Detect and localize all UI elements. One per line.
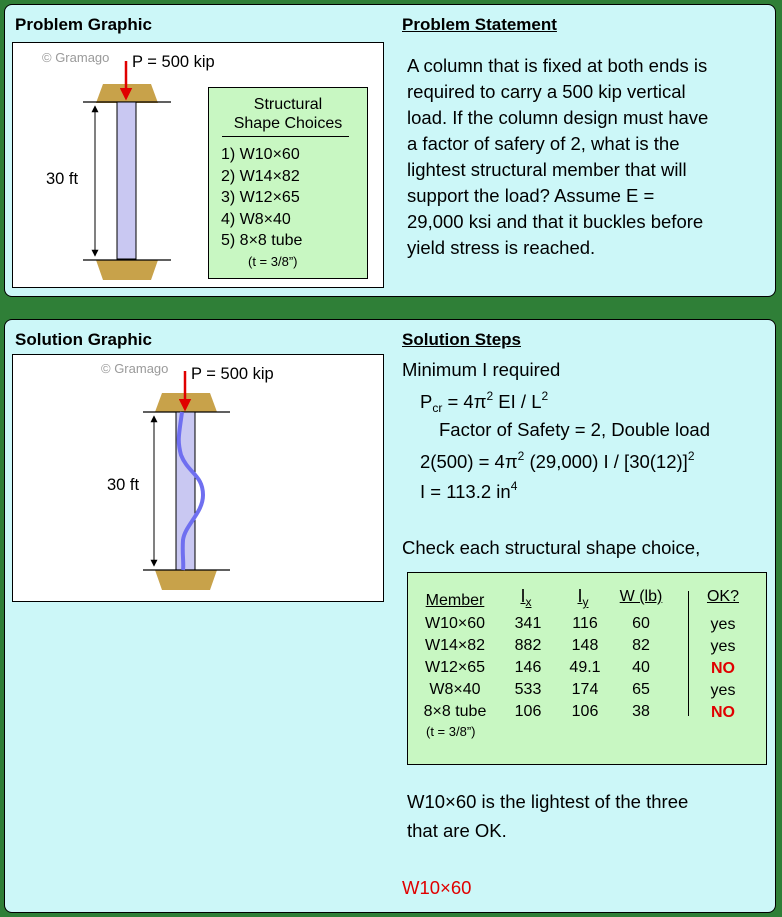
shape-choices-box (208, 87, 368, 279)
table-cell-w: 40 (632, 659, 650, 676)
choice-1: 1) W10×60 (221, 146, 300, 163)
choice-5: 5) 8×8 tube (221, 232, 303, 249)
length-label: 30 ft (107, 476, 140, 494)
pcr-tail: EI / L (493, 391, 542, 412)
table-cell-ix: 882 (514, 637, 542, 654)
table-cell-member: W10×60 (424, 615, 486, 632)
eq-exponent: 2 (517, 449, 525, 463)
table-cell-w: 65 (632, 681, 650, 698)
solution-graphic-heading: Solution Graphic (15, 330, 152, 349)
ix-subscript: x (525, 595, 532, 610)
table-divider (688, 591, 689, 716)
step-pcr (420, 389, 548, 415)
pcr-subscript: cr (432, 401, 443, 415)
table-cell-member: W12×65 (424, 659, 486, 676)
choices-title-underline (222, 136, 349, 137)
solution-column-drawing (13, 355, 385, 603)
statement-line: load. If the column design must have (407, 107, 709, 128)
load-label: P = 500 kip (132, 53, 215, 71)
pcr-exponent: 2 (486, 389, 494, 403)
pcr-symbol: P (420, 391, 433, 412)
i-result-exponent: 4 (510, 479, 518, 493)
bottom-support (155, 570, 217, 590)
table-cell-iy: 106 (571, 703, 599, 720)
table-cell-w: 38 (632, 703, 650, 720)
table-cell-iy: 116 (572, 615, 598, 632)
col-header-iy (568, 586, 598, 609)
eq-part-a: 2(500) = 4π (420, 451, 518, 472)
solution-steps-heading: Solution Steps (402, 330, 521, 349)
step-min-i: Minimum I required (402, 359, 561, 380)
load-label: P = 500 kip (191, 365, 274, 383)
choices-note: (t = 3/8”) (248, 254, 298, 269)
statement-line: 29,000 ksi and that it buckles before (407, 211, 704, 232)
statement-line: a factor of safery of 2, what is the (407, 133, 680, 154)
length-label: 30 ft (46, 170, 79, 188)
statement-line: required to carry a 500 kip vertical (407, 81, 686, 102)
table-cell-ok: yes (710, 682, 736, 699)
table-cell-iy: 148 (571, 637, 599, 654)
table-cell-ok: NO (711, 660, 735, 677)
problem-panel (4, 4, 776, 297)
copyright: © Gramago (101, 361, 169, 376)
table-cell-ok: yes (710, 616, 736, 633)
choice-3: 3) W12×65 (221, 189, 300, 206)
table-cell-ix: 533 (514, 681, 542, 698)
pcr-tail-exponent: 2 (541, 389, 549, 403)
choices-title-1: Structural (253, 96, 323, 113)
step-check: Check each structural shape choice, (402, 537, 701, 558)
statement-line: A column that is fixed at both ends is (407, 55, 708, 76)
table-cell-member: W8×40 (429, 681, 481, 698)
statement-line: support the load? Assume E = (407, 185, 655, 206)
bottom-support (96, 260, 158, 280)
problem-statement-heading: Problem Statement (402, 15, 557, 34)
table-cell-iy: 49.1 (569, 659, 601, 676)
col-header-w: W (lb) (619, 588, 663, 605)
statement-line: yield stress is reached. (407, 237, 596, 258)
step-fos: Factor of Safety = 2, Double load (439, 419, 710, 440)
i-result-text: I = 113.2 in (420, 481, 511, 502)
table-cell-ix: 146 (514, 659, 542, 676)
table-cell-member: 8×8 tube (423, 703, 487, 720)
table-cell-member: W14×82 (424, 637, 486, 654)
solution-panel (4, 319, 776, 913)
iy-subscript: y (582, 595, 589, 610)
conclusion-line-2: that are OK. (407, 820, 507, 841)
copyright: © Gramago (42, 50, 110, 65)
choice-4: 4) W8×40 (221, 210, 291, 228)
column (117, 102, 136, 259)
col-header-member: Member (425, 592, 485, 609)
ix-symbol: I (520, 586, 526, 606)
problem-graphic-heading: Problem Graphic (15, 15, 152, 34)
check-table (407, 572, 767, 765)
choice-2: 2) W14×82 (221, 167, 300, 185)
pcr-text: = 4π (442, 391, 487, 412)
table-cell-ok: yes (710, 638, 736, 655)
solution-graphic (12, 354, 384, 602)
col-header-ix (511, 586, 541, 609)
table-cell-w: 60 (632, 615, 650, 632)
col-header-ok: OK? (706, 588, 739, 605)
table-cell-ix: 106 (514, 703, 542, 720)
problem-graphic (12, 42, 384, 288)
statement-line: lightest structural member that will (407, 159, 687, 180)
table-cell-ok: NO (711, 704, 735, 721)
problem-statement (407, 53, 708, 261)
choices-list (221, 144, 302, 252)
eq-exponent-2: 2 (687, 449, 695, 463)
step-equation (420, 449, 695, 473)
choices-title-2: Shape Choices (233, 115, 343, 132)
iy-symbol: I (577, 586, 583, 606)
table-cell-w: 82 (632, 637, 650, 654)
step-i-result (420, 479, 517, 503)
tube-note: (t = 3/8”) (426, 724, 476, 739)
final-answer: W10×60 (402, 877, 472, 898)
eq-part-b: (29,000) I / [30(12)] (524, 451, 688, 472)
table-cell-ix: 341 (514, 615, 542, 632)
table-cell-iy: 174 (571, 681, 599, 698)
conclusion-line-1: W10×60 is the lightest of the three (407, 791, 689, 812)
